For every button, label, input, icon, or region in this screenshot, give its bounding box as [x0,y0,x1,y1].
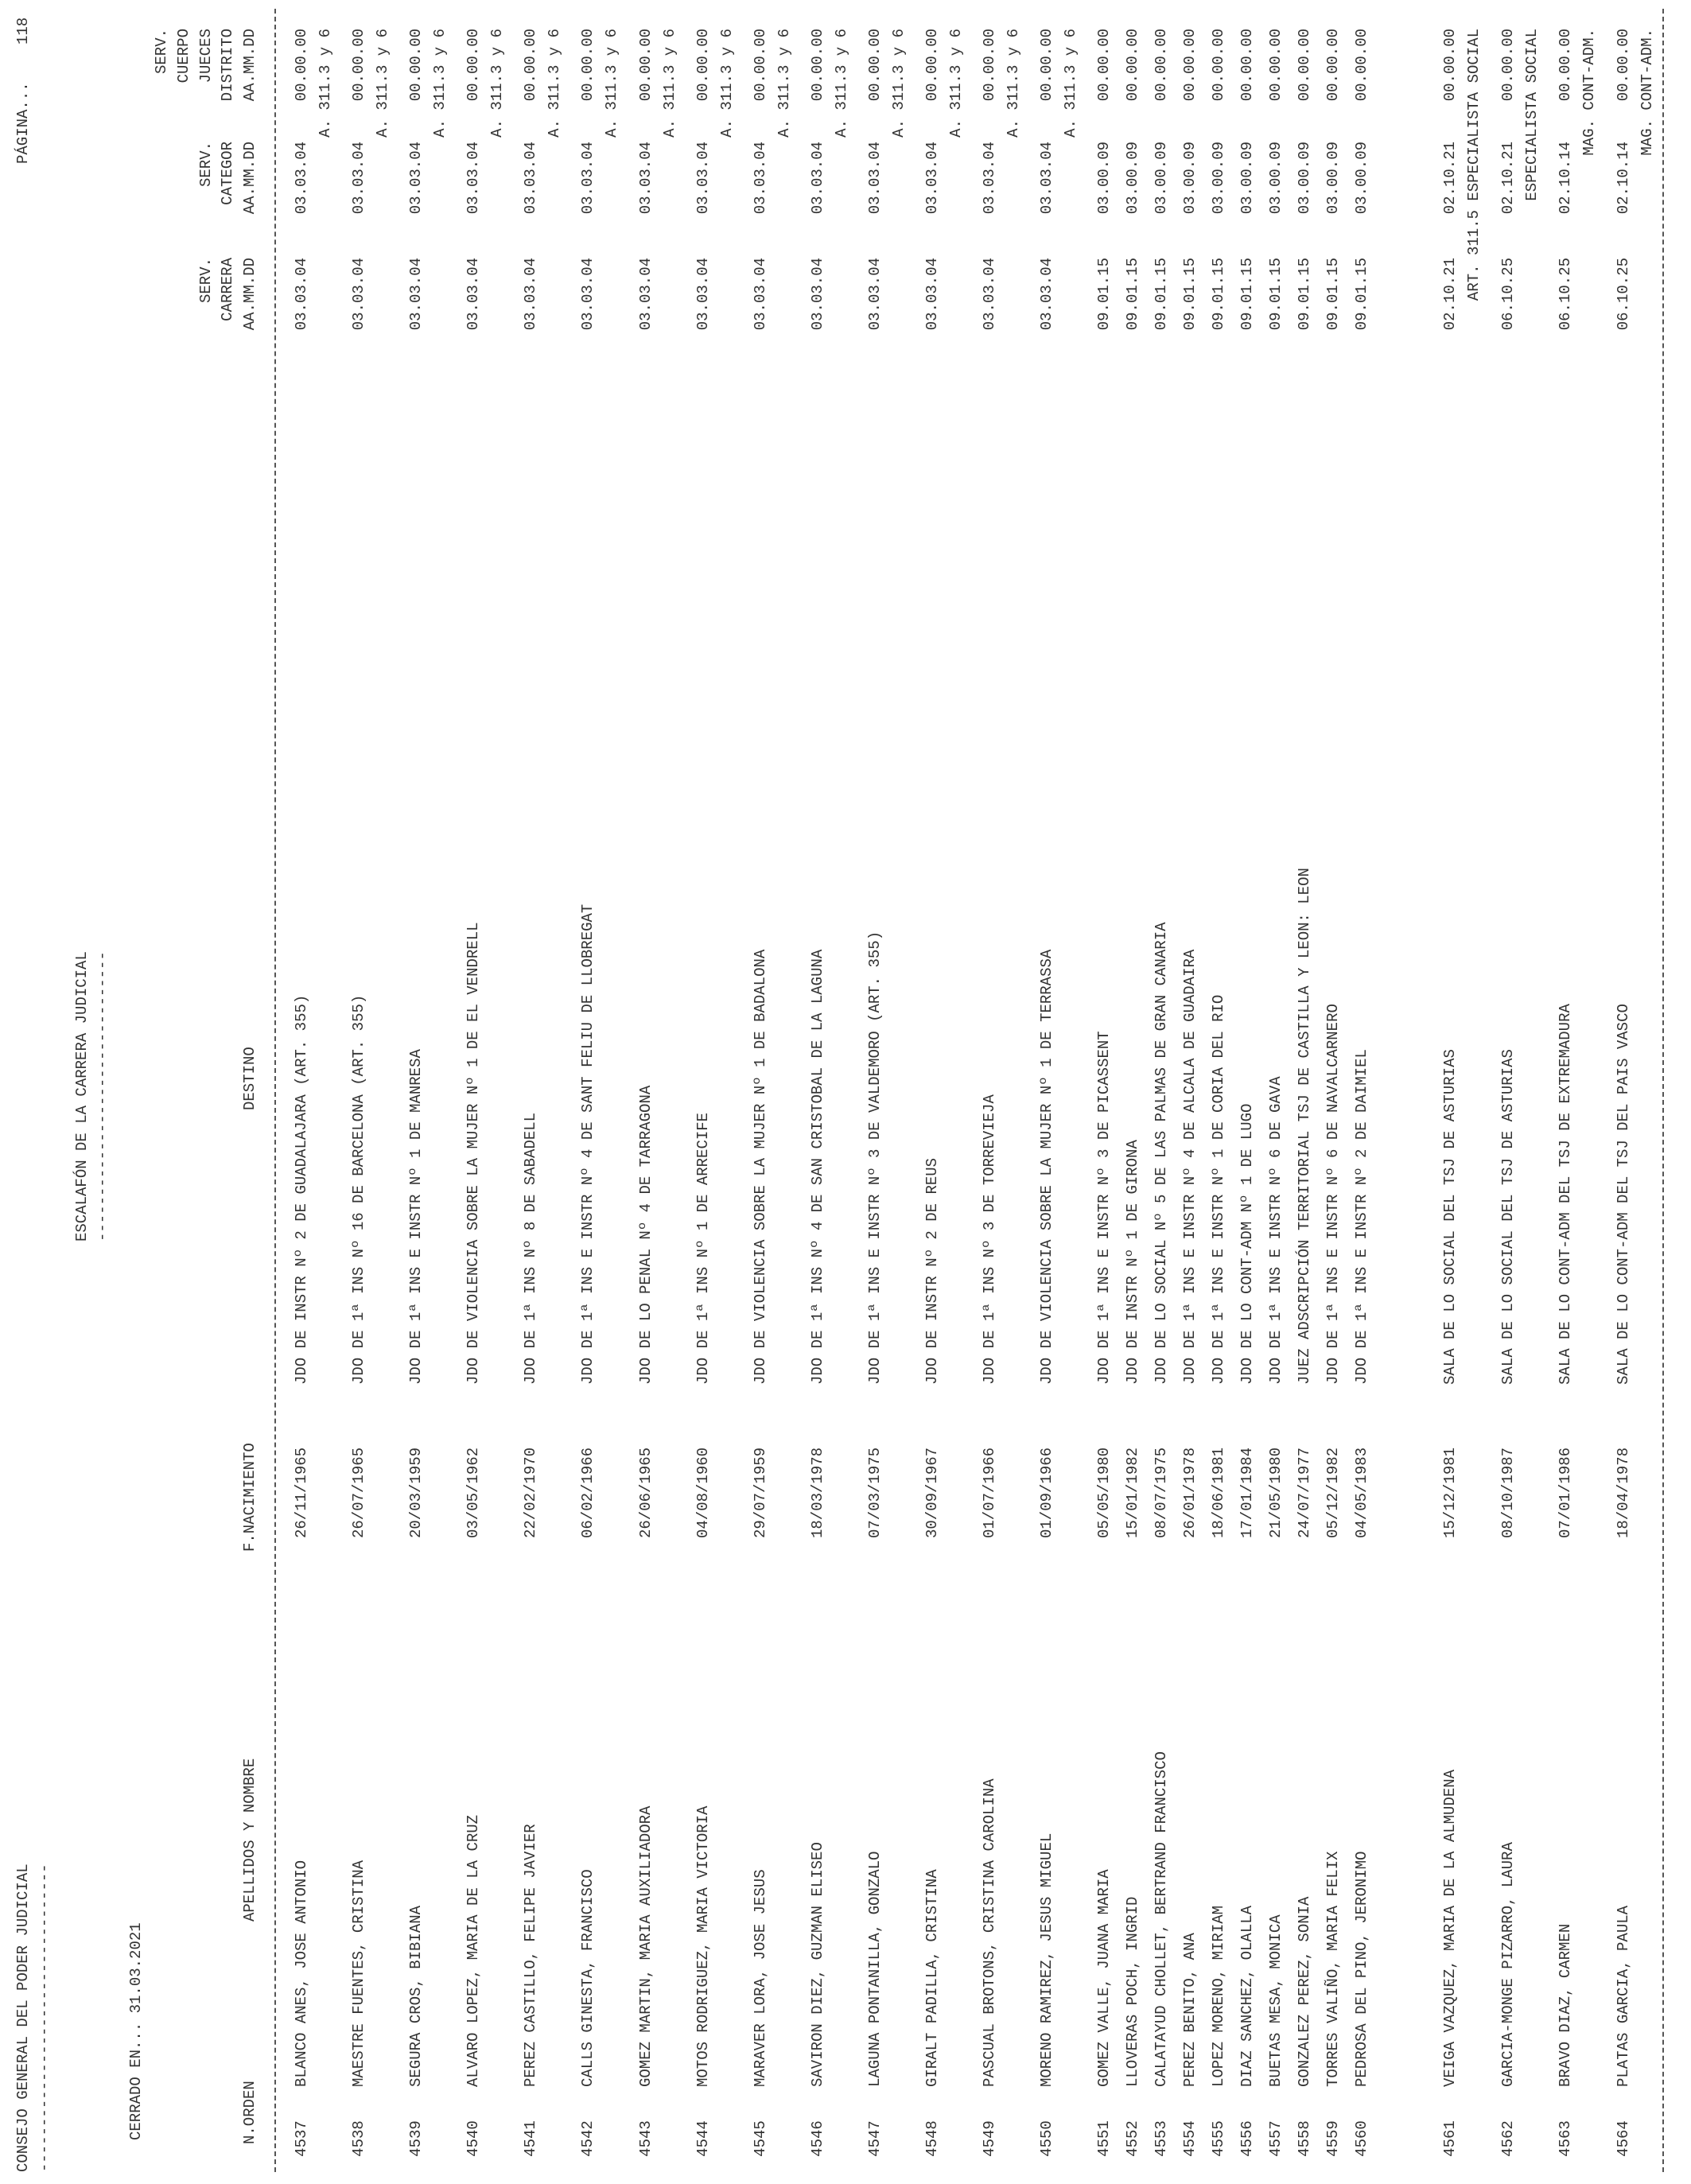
footer-rule [1662,9,1664,2172]
row-service-note: A. 311.3 y 6 [374,29,391,138]
column-header-distrito-2: CUERPO [175,29,192,84]
row-destination: JDO DE INSTR Nº 1 DE GIRONA [1124,1140,1141,1385]
row-service-note: A. 311.3 y 6 [603,29,620,138]
table-row [293,0,334,2184]
row-name: BUETAS MESA, MONICA [1267,1914,1285,2087]
row-birth-date: 26/07/1965 [350,1447,367,1538]
row-serv-carrera: 03.03.04 [293,258,310,331]
row-destination: SALA DE LO SOCIAL DEL TSJ DE ASTURIAS [1441,1049,1459,1385]
row-serv-carrera: 09.01.15 [1095,258,1113,331]
page-number: 118 [14,17,32,45]
column-header-carrera-3: AA.MM.DD [241,258,259,331]
row-service-note: A. 311.3 y 6 [1062,29,1079,138]
column-header-carrera-1: SERV. [197,258,215,304]
row-birth-date: 26/01/1978 [1181,1447,1199,1538]
row-name: PASCUAL BROTONS, CRISTINA CAROLINA [981,1778,998,2087]
row-destination: JDO DE 1ª INS E INSTR Nº 2 DE DAIMIEL [1353,1049,1370,1385]
row-service-note: A. 311.3 y 6 [431,29,449,138]
row-serv-carrera: 09.01.15 [1267,258,1285,331]
row-serv-categor: 03.03.04 [293,142,310,215]
row-number: 4564 [1615,2120,1632,2157]
table-row [1353,0,1377,2184]
row-serv-carrera: 03.03.04 [350,258,367,331]
row-service-note: MAG. CONT-ADM. [1580,29,1598,156]
table-row [1210,0,1234,2184]
row-number: 4542 [579,2120,597,2157]
column-header-nombre: APELLIDOS Y NOMBRE [241,1758,259,1922]
row-destination: JDO DE 1ª INS E INSTR Nº 3 DE PICASSENT [1095,1031,1113,1385]
row-serv-distrito: 00.00.00 [809,29,826,102]
row-birth-date: 22/02/1970 [522,1447,539,1538]
row-serv-carrera: 09.01.15 [1296,258,1313,331]
table-row [579,0,620,2184]
row-number: 4537 [293,2120,310,2157]
row-name: TORRES VALIÑO, MARIA FELIX [1324,1851,1342,2087]
column-header-distrito-3: JUECES [197,29,215,84]
row-serv-categor: 03.03.04 [1038,142,1055,215]
row-number: 4539 [407,2120,425,2157]
row-serv-distrito: 00.00.00 [1181,29,1199,102]
row-birth-date: 05/05/1980 [1095,1447,1113,1538]
row-name: SEGURA CROS, BIBIANA [407,1905,425,2087]
row-destination: JDO DE 1ª INS E INSTR Nº 1 DE MANRESA [407,1049,425,1385]
row-name: MAESTRE FUENTES, CRISTINA [350,1860,367,2087]
row-birth-date: 08/07/1975 [1153,1447,1170,1538]
row-serv-categor: 03.03.04 [752,142,769,215]
row-name: VEIGA VAZQUEZ, MARIA DE LA ALMUDENA [1441,1769,1459,2087]
row-service-note: A. 311.3 y 6 [317,29,334,138]
row-destination: JDO DE 1ª INS E INSTR Nº 6 DE GAVA [1267,1076,1285,1385]
org-name: CONSEJO GENERAL DEL PODER JUDICIAL [14,1863,32,2172]
row-serv-carrera: 03.03.04 [809,258,826,331]
page-label: PÁGINA... [14,82,32,164]
row-serv-carrera: 02.10.21 [1441,258,1459,331]
row-serv-carrera: 03.03.04 [981,258,998,331]
row-serv-carrera: 03.03.04 [407,258,425,331]
column-header-nacimiento: F.NACIMIENTO [241,1443,259,1552]
row-serv-categor: 03.03.04 [407,142,425,215]
row-destination: JDO DE INSTR Nº 2 DE REUS [923,1157,941,1385]
row-number: 4541 [522,2120,539,2157]
row-serv-categor: 03.03.04 [923,142,941,215]
column-header-destino: DESTINO [241,1047,259,1110]
row-destination: JDO DE 1ª INS E INSTR Nº 1 DE CORIA DEL RIO [1210,994,1227,1385]
row-serv-distrito: 00.00.00 [923,29,941,102]
table-row [1153,0,1176,2184]
row-serv-distrito: 00.00.00 [1296,29,1313,102]
row-name: BLANCO ANES, JOSE ANTONIO [293,1860,310,2087]
row-destination: JDO DE 1ª INS Nº 8 DE SABADELL [522,1112,539,1385]
row-birth-date: 18/06/1981 [1210,1447,1227,1538]
table-row [923,0,965,2184]
row-number: 4548 [923,2120,941,2157]
row-name: ALVARO LOPEZ, MARIA DE LA CRUZ [465,1814,482,2087]
row-serv-categor: 03.03.04 [866,142,884,215]
row-service-note: MAG. CONT-ADM. [1639,29,1656,156]
table-row [694,0,736,2184]
row-number: 4538 [350,2120,367,2157]
row-destination: JDO DE 1ª INS Nº 4 DE SAN CRISTOBAL DE LA LAGUNA [809,949,826,1385]
row-serv-carrera: 09.01.15 [1181,258,1199,331]
row-service-note: A. 311.3 y 6 [833,29,850,138]
row-serv-categor: 03.03.04 [350,142,367,215]
row-birth-date: 15/12/1981 [1441,1447,1459,1538]
row-serv-distrito: 00.00.00 [1267,29,1285,102]
row-serv-carrera: 03.03.04 [522,258,539,331]
row-number: 4550 [1038,2120,1055,2157]
row-name: LLOVERAS POCH, INGRID [1124,1896,1141,2087]
row-serv-categor: 03.00.09 [1210,142,1227,215]
row-serv-carrera: 09.01.15 [1353,258,1370,331]
row-service-note: A. 311.3 y 6 [890,29,908,138]
table-row [407,0,449,2184]
closing-date: CERRADO EN... 31.03.2021 [127,1922,145,2140]
row-destination: JDO DE 1ª INS Nº 1 DE ARRECIFE [694,1112,712,1385]
row-serv-distrito: 00.00.00 [579,29,597,102]
row-number: 4563 [1557,2120,1574,2157]
row-number: 4562 [1499,2120,1517,2157]
document-title: ESCALAFÓN DE LA CARRERA JUDICIAL [73,951,91,1242]
row-serv-carrera: 06.10.25 [1499,258,1517,331]
row-number: 4554 [1181,2120,1199,2157]
row-serv-distrito: 00.00.00 [1557,29,1574,102]
table-row [1038,0,1079,2184]
row-serv-carrera: 03.03.04 [1038,258,1055,331]
row-serv-distrito: 00.00.00 [866,29,884,102]
row-birth-date: 24/07/1977 [1296,1447,1313,1538]
row-serv-categor: 03.00.09 [1296,142,1313,215]
row-destination: JDO DE VIOLENCIA SOBRE LA MUJER Nº 1 DE BADALONA [752,949,769,1385]
row-serv-distrito: 00.00.00 [350,29,367,102]
column-header-distrito-4: DISTRITO [219,29,236,102]
row-name: PEDROSA DEL PINO, JERONIMO [1353,1851,1370,2087]
row-serv-carrera: 09.01.15 [1238,258,1256,331]
row-serv-carrera: 09.01.15 [1210,258,1227,331]
table-row [1267,0,1291,2184]
table-row [1095,0,1119,2184]
row-serv-distrito: 00.00.00 [1038,29,1055,102]
row-destination: JDO DE 1ª INS E INSTR Nº 4 DE SANT FELIU DE LLOBREGAT [579,904,597,1385]
row-destination: JDO DE LO PENAL Nº 4 DE TARRAGONA [637,1085,655,1385]
row-birth-date: 06/02/1966 [579,1447,597,1538]
row-serv-carrera: 03.03.04 [637,258,655,331]
table-row [1499,0,1541,2184]
row-name: MARAVER LORA, JOSE JESUS [752,1869,769,2087]
row-serv-categor: 03.00.09 [1324,142,1342,215]
row-destination: JDO DE INSTR Nº 2 DE GUADALAJARA (ART. 355) [293,994,310,1385]
table-row [1615,0,1656,2184]
row-serv-carrera: 03.03.04 [694,258,712,331]
table-row [1441,0,1483,2184]
row-name: SAVIRON DIEZ, GUZMAN ELISEO [809,1842,826,2087]
row-serv-carrera: 03.03.04 [579,258,597,331]
row-serv-distrito: 00.00.00 [694,29,712,102]
row-service-note: A. 311.3 y 6 [1005,29,1022,138]
row-serv-distrito: 00.00.00 [1210,29,1227,102]
table-row [522,0,563,2184]
row-service-note: A. 311.3 y 6 [546,29,563,138]
row-destination: JDO DE LO SOCIAL Nº 5 DE LAS PALMAS DE GRAN CANARIA [1153,922,1170,1385]
row-serv-carrera: 03.03.04 [866,258,884,331]
row-serv-carrera: 09.01.15 [1324,258,1342,331]
row-birth-date: 26/06/1965 [637,1447,655,1538]
row-birth-date: 01/07/1966 [981,1447,998,1538]
row-name: MORENO RAMIREZ, JESUS MIGUEL [1038,1832,1055,2087]
column-header-orden: N.ORDEN [241,2081,259,2144]
row-number: 4560 [1353,2120,1370,2157]
column-header-distrito-5: AA.MM.DD [241,29,259,102]
row-serv-carrera: 06.10.25 [1557,258,1574,331]
row-destination: SALA DE LO CONT-ADM DEL TSJ DE EXTREMADURA [1557,1004,1574,1385]
row-serv-categor: 03.00.09 [1095,142,1113,215]
column-header-categor-2: CATEGOR [219,142,236,205]
org-underline: ---------------------------------- [36,1863,53,2172]
row-service-note: A. 311.3 y 6 [947,29,965,138]
table-row [1324,0,1348,2184]
row-destination: JDO DE 1ª INS Nº 16 DE BARCELONA (ART. 355) [350,994,367,1385]
row-serv-categor: 03.03.04 [694,142,712,215]
row-serv-categor: 03.00.09 [1124,142,1141,215]
row-destination: JDO DE LO CONT-ADM Nº 1 DE LUGO [1238,1103,1256,1385]
table-row [465,0,506,2184]
row-number: 4551 [1095,2120,1113,2157]
row-serv-carrera: 09.01.15 [1153,258,1170,331]
table-row [752,0,793,2184]
row-serv-carrera: 09.01.15 [1124,258,1141,331]
table-row [1124,0,1148,2184]
row-serv-distrito: 00.00.00 [407,29,425,102]
row-service-note: A. 311.3 y 6 [718,29,736,138]
row-birth-date: 15/01/1982 [1124,1447,1141,1538]
row-serv-categor: 03.00.09 [1267,142,1285,215]
row-birth-date: 07/01/1986 [1557,1447,1574,1538]
row-number: 4543 [637,2120,655,2157]
row-number: 4559 [1324,2120,1342,2157]
table-row [1181,0,1205,2184]
row-birth-date: 21/05/1980 [1267,1447,1285,1538]
row-serv-distrito: 00.00.00 [293,29,310,102]
row-serv-distrito: 00.00.00 [752,29,769,102]
column-header-carrera-2: CARRERA [219,258,236,321]
row-serv-distrito: 00.00.00 [1441,29,1459,102]
row-name: GARCIA-MONGE PIZARRO, LAURA [1499,1842,1517,2087]
row-destination: JDO DE VIOLENCIA SOBRE LA MUJER Nº 1 DE EL VENDRELL [465,922,482,1385]
row-service-note: A. 311.3 y 6 [661,29,678,138]
row-number: 4545 [752,2120,769,2157]
row-birth-date: 29/07/1959 [752,1447,769,1538]
row-number: 4556 [1238,2120,1256,2157]
row-serv-distrito: 00.00.00 [1499,29,1517,102]
row-serv-categor: 03.03.04 [809,142,826,215]
row-service-note: ESPECIALISTA SOCIAL [1523,29,1541,201]
row-number: 4552 [1124,2120,1141,2157]
table-row [1557,0,1598,2184]
row-number: 4547 [866,2120,884,2157]
row-destination: SALA DE LO SOCIAL DEL TSJ DE ASTURIAS [1499,1049,1517,1385]
row-destination: SALA DE LO CONT-ADM DEL TSJ DEL PAIS VASCO [1615,1004,1632,1385]
row-name: BRAVO DIAZ, CARMEN [1557,1923,1574,2087]
column-header-categor-3: AA.MM.DD [241,142,259,215]
row-name: GOMEZ MARTIN, MARIA AUXILIADORA [637,1805,655,2087]
table-row [1296,0,1320,2184]
row-number: 4555 [1210,2120,1227,2157]
row-serv-carrera: 06.10.25 [1615,258,1632,331]
table-row [637,0,678,2184]
column-header-distrito-1: SERV. [153,29,170,75]
row-number: 4540 [465,2120,482,2157]
row-serv-distrito: 00.00.00 [522,29,539,102]
row-destination: JDO DE 1ª INS E INSTR Nº 4 DE ALCALA DE GUADAIRA [1181,949,1199,1385]
row-serv-categor: 03.00.09 [1353,142,1370,215]
row-birth-date: 01/09/1966 [1038,1447,1055,1538]
row-serv-distrito: 00.00.00 [465,29,482,102]
row-serv-distrito: 00.00.00 [981,29,998,102]
row-name: PLATAS GARCIA, PAULA [1615,1905,1632,2087]
row-serv-categor: 03.00.09 [1153,142,1170,215]
row-birth-date: 03/05/1962 [465,1447,482,1538]
row-serv-distrito: 00.00.00 [1353,29,1370,102]
row-serv-categor: 03.00.09 [1181,142,1199,215]
row-serv-categor: 03.03.04 [522,142,539,215]
row-serv-categor: 02.10.21 [1499,142,1517,215]
table-row [350,0,391,2184]
row-name: PEREZ BENITO, ANA [1181,1933,1199,2087]
row-name: CALLS GINESTA, FRANCISCO [579,1869,597,2087]
row-birth-date: 07/03/1975 [866,1447,884,1538]
row-name: LOPEZ MORENO, MIRIAM [1210,1905,1227,2087]
row-name: CALATAYUD CHOLLET, BERTRAND FRANCISCO [1153,1751,1170,2087]
row-serv-categor: 03.03.04 [465,142,482,215]
row-destination: JUEZ ADSCRIPCIÓN TERRITORIAL TSJ DE CASTILLA Y LEON: LEON [1296,868,1313,1385]
row-name: GONZALEZ PEREZ, SONIA [1296,1896,1313,2087]
row-serv-categor: 03.03.04 [981,142,998,215]
row-serv-distrito: 00.00.00 [1153,29,1170,102]
header-top-rule [274,9,276,2172]
row-birth-date: 20/03/1959 [407,1447,425,1538]
row-name: MOTOS RODRIGUEZ, MARIA VICTORIA [694,1805,712,2087]
row-name: DIAZ SANCHEZ, OLALLA [1238,1905,1256,2087]
row-number: 4561 [1441,2120,1459,2157]
row-serv-categor: 03.03.04 [579,142,597,215]
row-service-note: A. 311.3 y 6 [776,29,793,138]
row-number: 4546 [809,2120,826,2157]
row-number: 4549 [981,2120,998,2157]
row-name: GIRALT PADILLA, CRISTINA [923,1869,941,2087]
column-header-categor-1: SERV. [197,142,215,188]
row-number: 4558 [1296,2120,1313,2157]
table-row [866,0,908,2184]
row-serv-distrito: 00.00.00 [1095,29,1113,102]
row-serv-categor: 02.10.21 [1441,142,1459,215]
table-row [1238,0,1262,2184]
row-serv-categor: 02.10.14 [1615,142,1632,215]
row-birth-date: 18/03/1978 [809,1447,826,1538]
row-name: GOMEZ VALLE, JUANA MARIA [1095,1869,1113,2087]
row-serv-categor: 03.03.04 [637,142,655,215]
row-destination: JDO DE 1ª INS Nº 3 DE TORREVIEJA [981,1094,998,1385]
row-birth-date: 26/11/1965 [293,1447,310,1538]
row-birth-date: 04/08/1960 [694,1447,712,1538]
row-serv-carrera: 03.03.04 [923,258,941,331]
row-serv-carrera: 03.03.04 [465,258,482,331]
row-serv-categor: 03.00.09 [1238,142,1256,215]
row-number: 4553 [1153,2120,1170,2157]
row-number: 4557 [1267,2120,1285,2157]
title-underline: -------------------------------- [94,951,111,1242]
row-serv-distrito: 00.00.00 [1615,29,1632,102]
row-number: 4544 [694,2120,712,2157]
row-service-note: A. 311.3 y 6 [488,29,506,138]
row-birth-date: 08/10/1987 [1499,1447,1517,1538]
table-row [809,0,850,2184]
row-serv-distrito: 00.00.00 [1324,29,1342,102]
row-service-note: ART. 311.5 ESPECIALISTA SOCIAL [1465,29,1483,301]
row-serv-categor: 02.10.14 [1557,142,1574,215]
row-destination: JDO DE VIOLENCIA SOBRE LA MUJER Nº 1 DE TERRASSA [1038,949,1055,1385]
row-serv-distrito: 00.00.00 [1124,29,1141,102]
row-serv-distrito: 00.00.00 [637,29,655,102]
row-destination: JDO DE 1ª INS E INSTR Nº 6 DE NAVALCARNERO [1324,1004,1342,1385]
row-destination: JDO DE 1ª INS E INSTR Nº 3 DE VALDEMORO (ART. 355) [866,931,884,1385]
row-birth-date: 30/09/1967 [923,1447,941,1538]
table-row [981,0,1022,2184]
row-serv-distrito: 00.00.00 [1238,29,1256,102]
row-name: PEREZ CASTILLO, FELIPE JAVIER [522,1824,539,2087]
row-birth-date: 05/12/1982 [1324,1447,1342,1538]
row-birth-date: 17/01/1984 [1238,1447,1256,1538]
row-serv-carrera: 03.03.04 [752,258,769,331]
row-birth-date: 18/04/1978 [1615,1447,1632,1538]
row-name: LAGUNA PONTANILLA, GONZALO [866,1851,884,2087]
row-birth-date: 04/05/1983 [1353,1447,1370,1538]
